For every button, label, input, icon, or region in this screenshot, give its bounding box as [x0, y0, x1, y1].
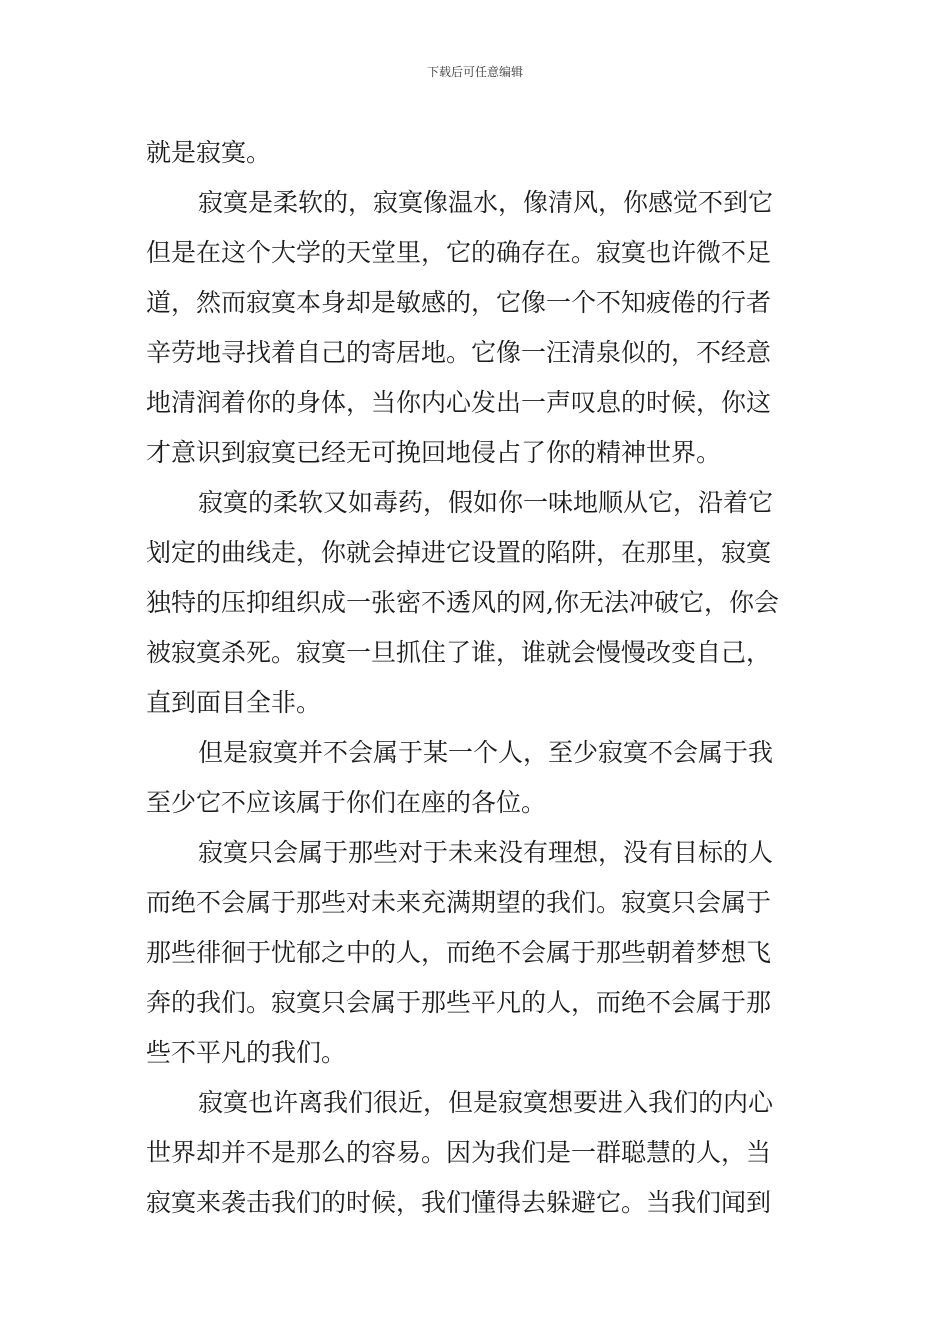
text-line: 才意识到寂寞已经无可挽回地侵占了你的精神世界。	[146, 438, 722, 467]
text-line: 寂寞来袭击我们的时候，我们懂得去躲避它。当我们闻到	[146, 1188, 772, 1217]
text-line: 世界却并不是那么的容易。因为我们是一群聪慧的人，当	[146, 1138, 772, 1167]
text-line: 地清润着你的身体，当你内心发出一声叹息的时候，你这	[146, 388, 772, 417]
text-line: 至少它不应该属于你们在座的各位。	[146, 788, 547, 817]
text-line: 划定的曲线走，你就会掉进它设置的陷阱，在那里，寂寞	[146, 538, 772, 567]
text-line: 被寂寞杀死。寂寞一旦抓住了谁，谁就会慢慢改变自己，	[146, 638, 772, 667]
paragraph-start-line: 但是寂寞并不会属于某一个人，至少寂寞不会属于我	[198, 738, 774, 767]
text-line: 奔的我们。寂寞只会属于那些平凡的人，而绝不会属于那	[146, 988, 772, 1017]
text-line: 些不平凡的我们。	[146, 1038, 347, 1067]
paragraph-start-line: 寂寞是柔软的，寂寞像温水，像清风，你感觉不到它	[198, 188, 774, 217]
document-body	[146, 128, 808, 1228]
text-line: 辛劳地寻找着自己的寄居地。它像一汪清泉似的，不经意	[146, 338, 772, 367]
paragraph-start-line: 寂寞只会属于那些对于未来没有理想，没有目标的人	[198, 838, 774, 867]
text-line: 直到面目全非。	[146, 688, 322, 717]
text-line: 道，然而寂寞本身却是敏感的，它像一个不知疲倦的行者	[146, 288, 772, 317]
text-line: 而绝不会属于那些对未来充满期望的我们。寂寞只会属于	[146, 888, 772, 917]
paragraph-start-line: 寂寞的柔软又如毒药，假如你一味地顺从它，沿着它	[198, 488, 774, 517]
text-line: 那些徘徊于忧郁之中的人，而绝不会属于那些朝着梦想飞	[146, 938, 772, 967]
text-line: 独特的压抑组织成一张密不透风的网,你无法冲破它，你会	[146, 588, 779, 617]
paragraph-start-line: 寂寞也许离我们很近，但是寂寞想要进入我们的内心	[198, 1088, 774, 1117]
text-line: 就是寂寞。	[146, 138, 272, 167]
text-line: 但是在这个大学的天堂里，它的确存在。寂寞也许微不足	[146, 238, 772, 267]
page-header: 下载后可任意编辑	[426, 65, 523, 79]
